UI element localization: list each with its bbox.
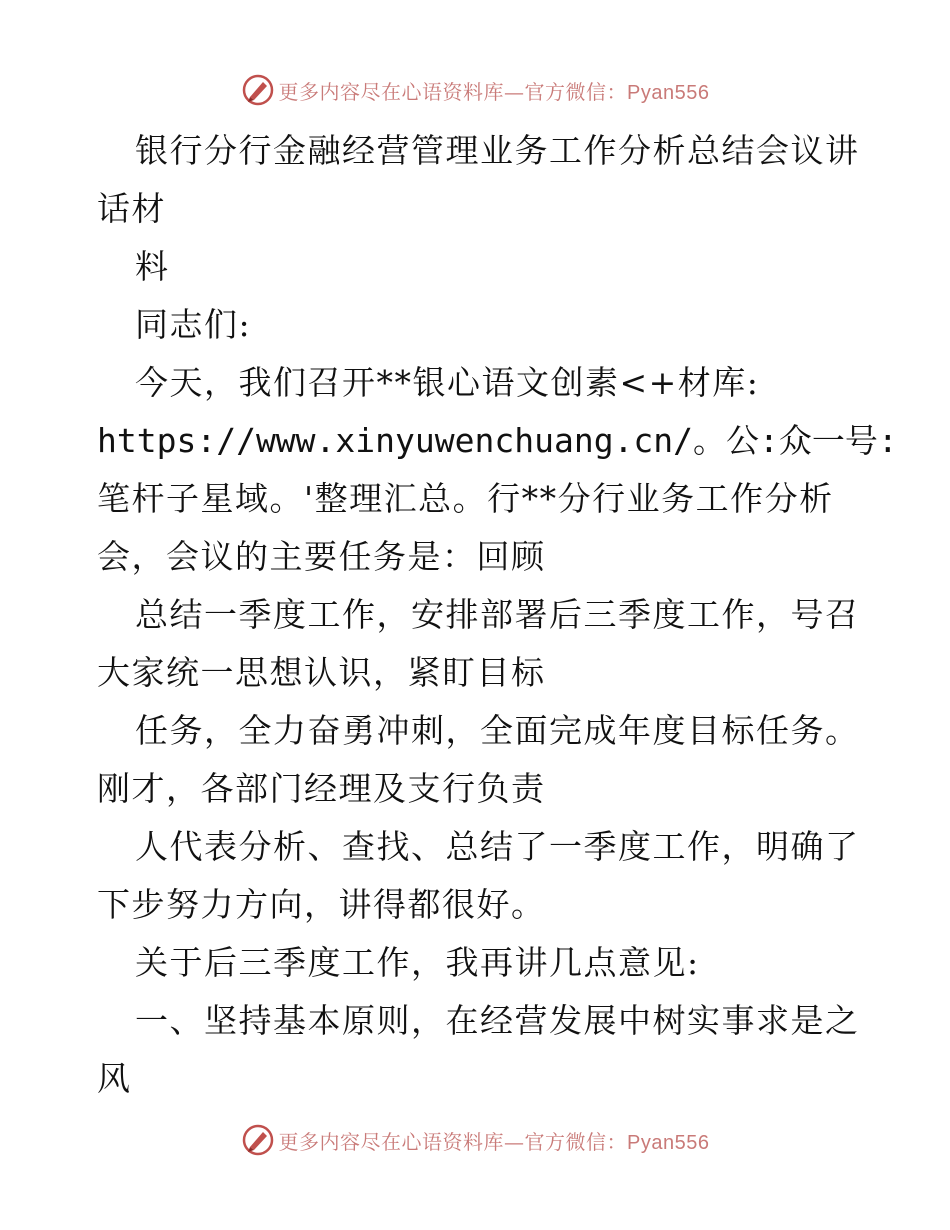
banner-wechat-id: Pyan556	[627, 81, 710, 104]
body-line: 关于后三季度工作，我再讲几点意见:	[135, 943, 700, 982]
pen-logo-icon	[241, 73, 275, 107]
body-line: 今天，我们召开**银心语文创素<+材库:	[135, 363, 760, 402]
body-line: 总结一季度工作，安排部署后三季度工作，号召	[135, 595, 860, 634]
body-line: 会，会议的主要任务是：回顾	[97, 537, 546, 576]
title-line-3: 料	[135, 247, 170, 286]
body-line: 大家统一思想认识，紧盯目标	[97, 653, 546, 692]
banner-wechat-id: Pyan556	[627, 1131, 710, 1154]
body-line: 笔杆子星域。'整理汇总。行**分行业务工作分析	[97, 479, 834, 518]
body-line: 任务，全力奋勇冲刺，全面完成年度目标任务。	[135, 711, 860, 750]
body-line: 人代表分析、查找、总结了一季度工作，明确了	[135, 827, 860, 866]
footer-banner	[0, 1120, 950, 1160]
document-body	[97, 122, 898, 1108]
banner-text	[279, 1126, 710, 1155]
pen-logo-icon	[241, 1123, 275, 1157]
body-line: 下步努力方向，讲得都很好。	[97, 885, 546, 924]
salutation: 同志们:	[135, 305, 252, 344]
banner-slogan: 更多内容尽在心语资料库—官方微信：	[278, 79, 628, 104]
section-heading: 一、坚持基本原则，在经营发展中树实事求是之	[135, 1001, 860, 1040]
title-line-2: 话材	[97, 189, 166, 228]
body-line: 刚才，各部门经理及支行负责	[97, 769, 546, 808]
banner-text	[279, 76, 710, 105]
banner-slogan: 更多内容尽在心语资料库—官方微信：	[278, 1129, 628, 1154]
body-line-url: https://www.xinyuwenchuang.cn/。公:众一号:	[97, 421, 898, 460]
header-banner	[0, 70, 950, 110]
title-line-1: 银行分行金融经营管理业务工作分析总结会议讲	[135, 131, 860, 170]
body-line: 风	[97, 1059, 132, 1098]
